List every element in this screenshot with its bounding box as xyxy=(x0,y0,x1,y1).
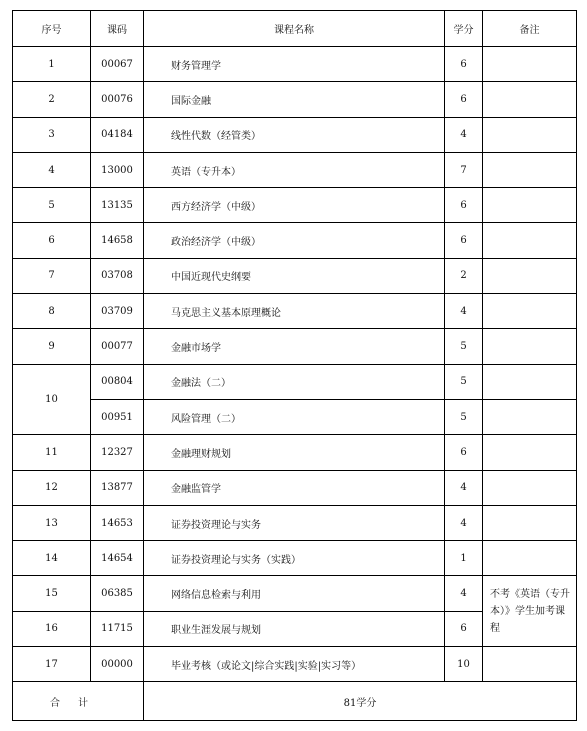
table-row xyxy=(13,152,577,187)
row-code: 04184 xyxy=(91,117,144,152)
row-note xyxy=(483,152,577,187)
table-row xyxy=(13,47,577,82)
row-code: 12327 xyxy=(91,435,144,470)
header-index: 序号 xyxy=(13,11,91,47)
total-value: 81学分 xyxy=(144,682,577,721)
row-index: 5 xyxy=(13,188,91,223)
row-index: 17 xyxy=(13,647,91,682)
row-name: 线性代数（经管类） xyxy=(144,117,445,152)
row-index: 8 xyxy=(13,294,91,329)
row-code: 00804 xyxy=(91,364,144,399)
row-credit: 6 xyxy=(445,188,483,223)
row-note-merged: 不考《英语（专升本）》学生加考课程 xyxy=(483,576,577,647)
row-name: 马克思主义基本原理概论 xyxy=(144,294,445,329)
row-index: 12 xyxy=(13,470,91,505)
table-row xyxy=(13,82,577,117)
row-credit: 4 xyxy=(445,294,483,329)
row-note xyxy=(483,364,577,399)
row-name: 金融监管学 xyxy=(144,470,445,505)
row-code: 14654 xyxy=(91,541,144,576)
row-note xyxy=(483,258,577,293)
row-code: 03709 xyxy=(91,294,144,329)
row-credit: 5 xyxy=(445,399,483,434)
row-code: 00076 xyxy=(91,82,144,117)
row-code: 00067 xyxy=(91,47,144,82)
row-credit: 6 xyxy=(445,223,483,258)
row-name: 风险管理（二） xyxy=(144,399,445,434)
table-row xyxy=(13,223,577,258)
row-index: 3 xyxy=(13,117,91,152)
row-note xyxy=(483,647,577,682)
row-code: 00951 xyxy=(91,399,144,434)
table-row xyxy=(13,399,577,434)
row-index: 14 xyxy=(13,541,91,576)
row-index: 16 xyxy=(13,611,91,646)
header-code: 课码 xyxy=(91,11,144,47)
row-index: 4 xyxy=(13,152,91,187)
row-note xyxy=(483,505,577,540)
row-code: 14658 xyxy=(91,223,144,258)
table-row xyxy=(13,576,577,611)
course-table xyxy=(12,10,577,721)
row-name: 证券投资理论与实务 xyxy=(144,505,445,540)
row-index: 9 xyxy=(13,329,91,364)
row-code: 03708 xyxy=(91,258,144,293)
row-credit: 5 xyxy=(445,364,483,399)
total-row xyxy=(13,682,577,721)
row-credit: 1 xyxy=(445,541,483,576)
row-code: 06385 xyxy=(91,576,144,611)
row-index: 6 xyxy=(13,223,91,258)
row-name: 职业生涯发展与规划 xyxy=(144,611,445,646)
row-note xyxy=(483,223,577,258)
row-name: 政治经济学（中级） xyxy=(144,223,445,258)
row-credit: 6 xyxy=(445,82,483,117)
row-note xyxy=(483,47,577,82)
row-credit: 5 xyxy=(445,329,483,364)
row-credit: 4 xyxy=(445,117,483,152)
row-name: 网络信息检索与利用 xyxy=(144,576,445,611)
row-index: 7 xyxy=(13,258,91,293)
row-index: 1 xyxy=(13,47,91,82)
row-index: 11 xyxy=(13,435,91,470)
row-name: 金融理财规划 xyxy=(144,435,445,470)
header-credit: 学分 xyxy=(445,11,483,47)
row-credit: 6 xyxy=(445,435,483,470)
row-code: 13877 xyxy=(91,470,144,505)
row-index: 2 xyxy=(13,82,91,117)
table-row xyxy=(13,505,577,540)
row-index: 13 xyxy=(13,505,91,540)
row-note xyxy=(483,541,577,576)
row-code: 13135 xyxy=(91,188,144,223)
row-credit: 4 xyxy=(445,576,483,611)
row-name: 西方经济学（中级） xyxy=(144,188,445,223)
row-index: 10 xyxy=(13,364,91,435)
table-header-row xyxy=(13,11,577,47)
row-note xyxy=(483,329,577,364)
row-credit: 4 xyxy=(445,505,483,540)
total-label: 合计 xyxy=(13,682,144,721)
table-row xyxy=(13,294,577,329)
table-row xyxy=(13,435,577,470)
row-credit: 6 xyxy=(445,47,483,82)
header-note: 备注 xyxy=(483,11,577,47)
table-row xyxy=(13,541,577,576)
row-code: 00000 xyxy=(91,647,144,682)
row-note xyxy=(483,294,577,329)
row-note xyxy=(483,435,577,470)
row-name: 英语（专升本） xyxy=(144,152,445,187)
row-name: 国际金融 xyxy=(144,82,445,117)
table-row xyxy=(13,258,577,293)
row-name: 金融市场学 xyxy=(144,329,445,364)
row-name: 中国近现代史纲要 xyxy=(144,258,445,293)
row-name: 毕业考核（或论文|综合实践|实验|实习等） xyxy=(144,647,445,682)
row-name: 证券投资理论与实务（实践） xyxy=(144,541,445,576)
table-row xyxy=(13,647,577,682)
row-index: 15 xyxy=(13,576,91,611)
table-row xyxy=(13,364,577,399)
row-note xyxy=(483,117,577,152)
table-row xyxy=(13,329,577,364)
row-name: 财务管理学 xyxy=(144,47,445,82)
row-credit: 6 xyxy=(445,611,483,646)
row-note xyxy=(483,399,577,434)
row-note xyxy=(483,470,577,505)
row-note xyxy=(483,188,577,223)
row-code: 13000 xyxy=(91,152,144,187)
row-code: 14653 xyxy=(91,505,144,540)
row-credit: 10 xyxy=(445,647,483,682)
table-row xyxy=(13,470,577,505)
row-credit: 4 xyxy=(445,470,483,505)
row-code: 00077 xyxy=(91,329,144,364)
table-row xyxy=(13,117,577,152)
table-row xyxy=(13,188,577,223)
row-credit: 7 xyxy=(445,152,483,187)
row-note xyxy=(483,82,577,117)
row-name: 金融法（二） xyxy=(144,364,445,399)
header-name: 课程名称 xyxy=(144,11,445,47)
row-code: 11715 xyxy=(91,611,144,646)
row-credit: 2 xyxy=(445,258,483,293)
